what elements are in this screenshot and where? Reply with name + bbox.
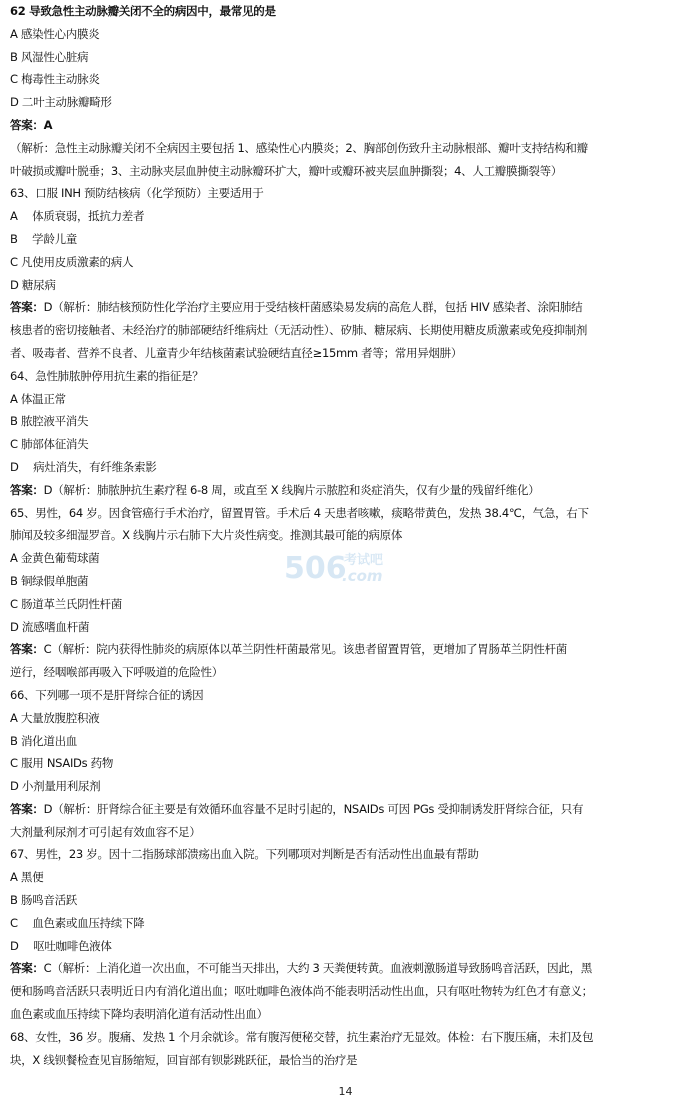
text-line: B 消化道出血: [10, 733, 77, 748]
text-line: C 肠道革兰氏阴性杆菌: [10, 596, 122, 611]
text-line: B 铜绿假单胞菌: [10, 573, 89, 588]
text-line: 62 导致急性主动脉瓣关闭不全的病因中，最常见的是: [10, 4, 276, 18]
answer-label: 答案：: [10, 961, 44, 976]
text-line: D 小剂量用利尿剂: [10, 779, 101, 794]
text-line: C 血色素或血压持续下降: [10, 915, 145, 930]
text-line: 逆行，经咽喉部再吸入下呼吸道的危险性）: [10, 665, 223, 680]
text-line: A 感染性心内膜炎: [10, 26, 100, 41]
text-line: 叶破损或瓣叶脱垂；3、主动脉夹层血肿使主动脉瓣环扩大，瓣叶或瓣环被夹层血肿撕裂；4、人工瓣膜撕裂等）: [10, 163, 563, 178]
text-line: 64、急性肺脓肿停用抗生素的指征是？: [10, 368, 204, 383]
watermark-number: 506: [284, 551, 347, 586]
text-line: C 肺部体征消失: [10, 437, 89, 452]
text-line: C 服用 NSAIDs 药物: [10, 756, 114, 771]
text-line: 68、女性，36 岁。腹痛、发热 1 个月余就诊。常有腹泻便秘交替，抗生素治疗无显效。体检：右下腹压痛，未扪及包: [10, 1029, 594, 1044]
text-line: 答案：D（解析：肝肾综合征主要是有效循环血容量不足时引起的，NSAIDs 可因 PGs 受抑制诱发肝肾综合征，只有: [10, 801, 584, 816]
text-line: 血色素或血压持续下降均表明消化道有活动性出血）: [10, 1007, 268, 1022]
text-line: 便和肠鸣音活跃只表明近日内有消化道出血；呕吐咖啡色液体尚不能表明活动性出血，只有呕吐物转为红色才有意义；: [10, 984, 593, 999]
page-number: 14: [338, 1085, 353, 1098]
text-line: B 肠鸣音活跃: [10, 893, 77, 908]
text-line: 答案：C（解析：院内获得性肺炎的病原体以革兰阴性杆菌最常见。该患者留置胃管，更增加了胃肠革兰阴性杆菌: [10, 642, 567, 657]
text-line: （解析：急性主动脉瓣关闭不全病因主要包括 1、感染性心内膜炎；2、胸部创伤致升主动脉根部、瓣叶支持结构和瓣: [10, 140, 588, 155]
text-line: D 流感嗜血杆菌: [10, 619, 90, 634]
text-line: A 黑便: [10, 870, 44, 885]
watermark-domain: .com: [342, 567, 383, 585]
text-line: C 梅毒性主动脉炎: [10, 72, 100, 87]
text-line: B 学龄儿童: [10, 231, 77, 246]
document-page: [10, 0, 686, 1071]
answer-label: 答案：: [10, 482, 44, 497]
answer-label: 答案：: [10, 300, 44, 315]
text-line: A 体温正常: [10, 391, 66, 406]
text-line: 63、口服 INH 预防结核病（化学预防）主要适用于: [10, 186, 264, 201]
text-line: 块，X 线钡餐检查见盲肠缩短，回盲部有钡影跳跃征，最恰当的治疗是: [10, 1052, 358, 1067]
text-line: 答案：D（解析：肺结核预防性化学治疗主要应用于受结核杆菌感染易发病的高危人群，包括 HIV 感染者、涂阳肺结: [10, 300, 583, 315]
text-line: A 金黄色葡萄球菌: [10, 551, 100, 566]
text-line: B 脓腔液平消失: [10, 414, 89, 429]
watermark-brand: 考试吧: [344, 553, 384, 568]
answer-label: 答案：: [10, 117, 44, 132]
text-line: D 二叶主动脉瓣畸形: [10, 95, 112, 110]
text-line: 67、男性，23 岁。因十二指肠球部溃疡出血入院。下列哪项对判断是否有活动性出血最有帮助: [10, 847, 479, 862]
text-line: D 病灶消失，有纤维条索影: [10, 459, 157, 474]
text-line: B 风湿性心脏病: [10, 49, 89, 64]
text-line: D 呕吐咖啡色液体: [10, 938, 112, 953]
text-line: 核患者的密切接触者、未经治疗的肺部硬结纤维病灶（无活动性）、矽肺、糖尿病、长期使用糖皮质激素或免疫抑制剂: [10, 323, 588, 338]
text-line: 66、下列哪一项不是肝肾综合征的诱因: [10, 687, 204, 702]
text-line: D 糖尿病: [10, 277, 56, 292]
text-line: 肺闻及较多细湿罗音。X 线胸片示右肺下大片炎性病变。推测其最可能的病原体: [10, 528, 403, 543]
answer-label: 答案：: [10, 642, 44, 657]
answer-label: 答案：: [10, 801, 44, 816]
text-line: A 体质衰弱，抵抗力差者: [10, 209, 145, 224]
text-line: 答案：D（解析：肺脓肿抗生素疗程 6-8 周，或直至 X 线胸片示脓腔和炎症消失，仅有少量的残留纤维化）: [10, 482, 540, 497]
text-line: 大剂量利尿剂才可引起有效血容不足）: [10, 824, 201, 839]
text-line: 答案：C（解析：上消化道一次出血，不可能当天排出，大约 3 天粪便转黄。血液刺激肠道导致肠鸣音活跃，因此，黑: [10, 961, 592, 976]
text-line: 者、吸毒者、营养不良者、儿童青少年结核菌素试验硬结直径≥15mm 者等；常用异烟肼）: [10, 345, 463, 360]
text-line: A 大量放腹腔积液: [10, 710, 100, 725]
text-line: 65、男性，64 岁。因食管癌行手术治疗，留置胃管。手术后 4 天患者咳嗽，痰略带黄色，发热 38.4℃，气急，右下: [10, 505, 589, 520]
text-line: C 凡使用皮质激素的病人: [10, 254, 134, 269]
text-line: 答案：A: [10, 117, 53, 132]
